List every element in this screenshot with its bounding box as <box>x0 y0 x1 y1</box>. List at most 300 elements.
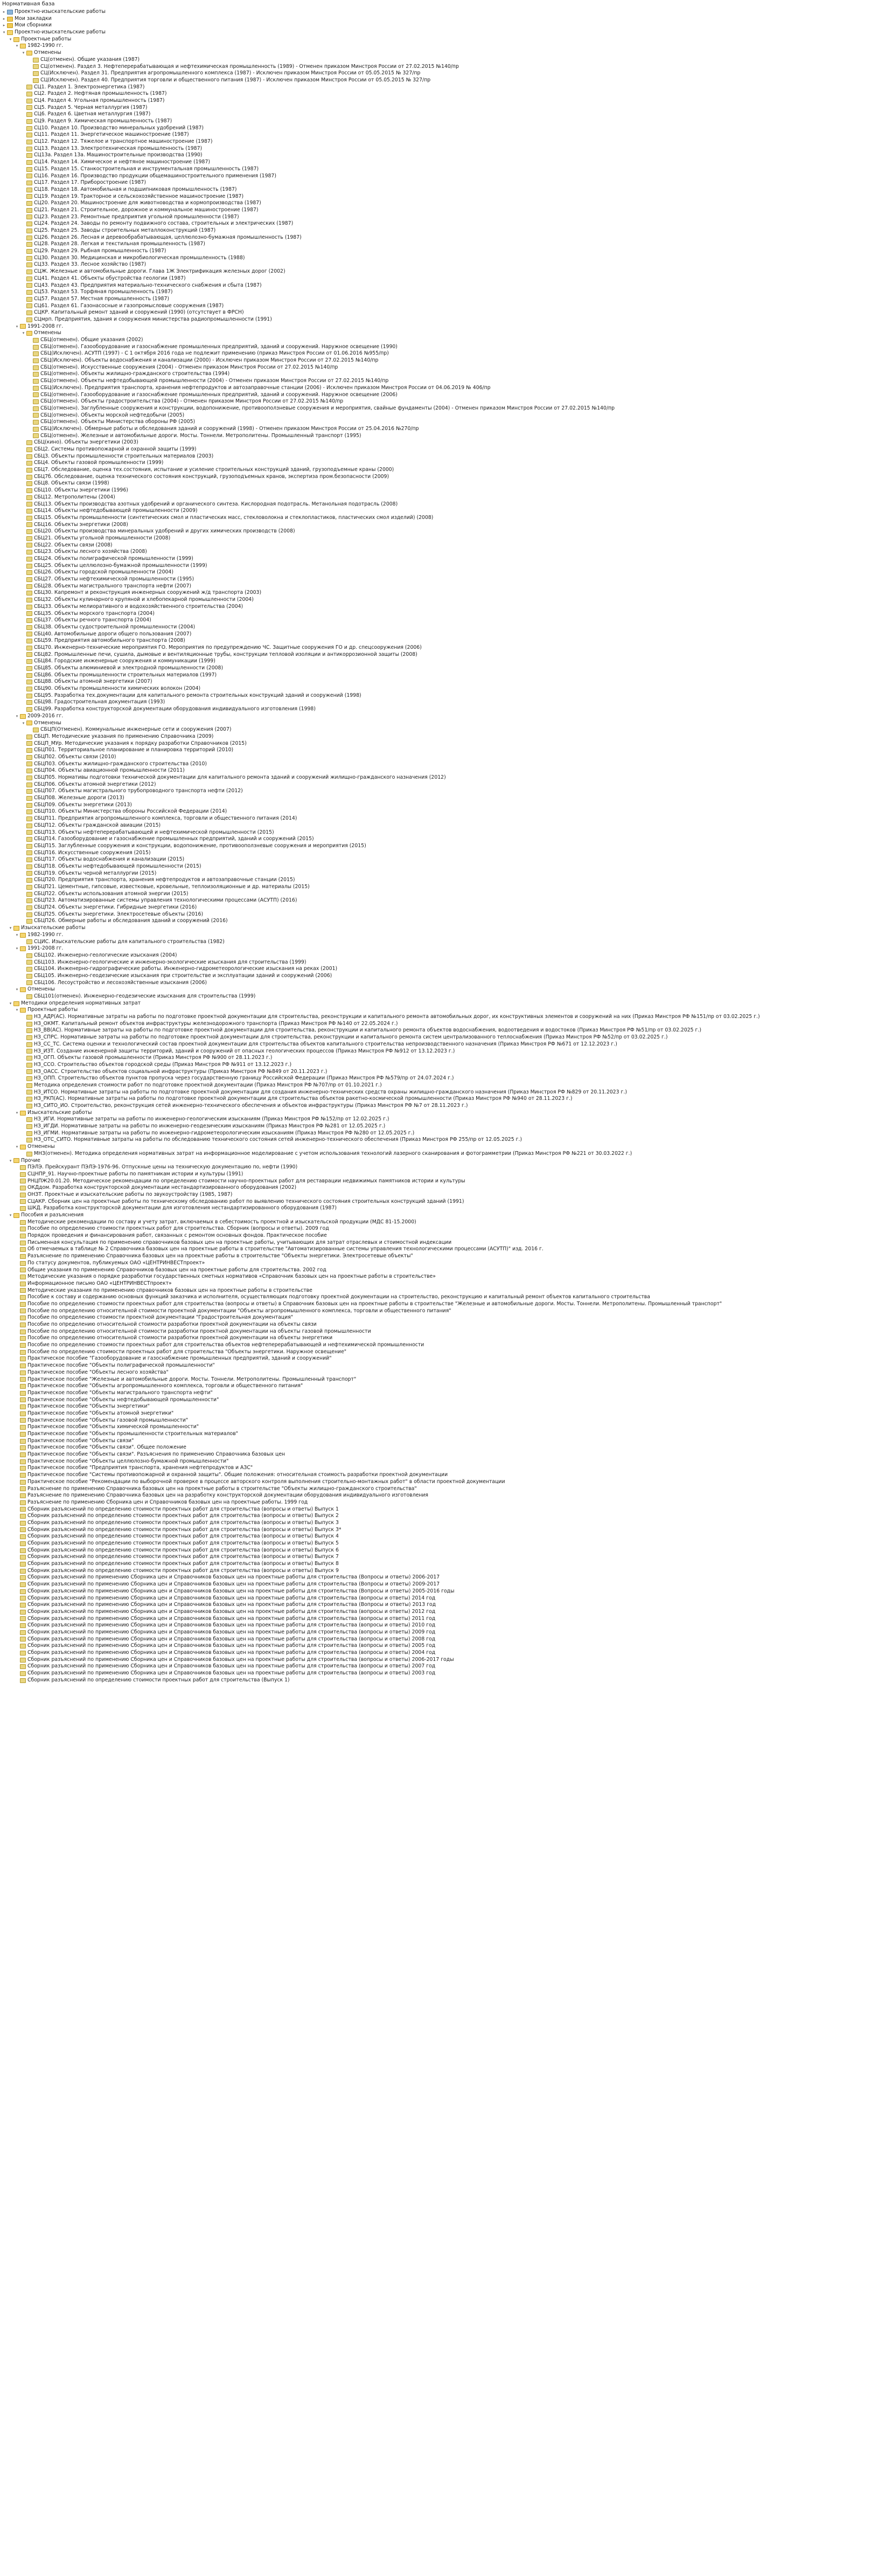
tree-item-document[interactable] <box>0 241 892 248</box>
tree-item-document[interactable] <box>0 1082 892 1089</box>
tree-item-document[interactable] <box>0 1622 892 1629</box>
tree-item-folder[interactable] <box>0 1110 892 1117</box>
expand-toggle-icon[interactable]: ▾ <box>3 30 5 35</box>
tree-item-document[interactable] <box>0 1171 892 1178</box>
tree-item-document[interactable] <box>0 1506 892 1513</box>
document-icon <box>26 126 32 131</box>
tree-item-document[interactable] <box>0 597 892 604</box>
tree-item-document[interactable] <box>0 166 892 173</box>
tree-item-document[interactable] <box>0 1574 892 1581</box>
document-tree[interactable] <box>0 9 892 1684</box>
tree-item-document[interactable] <box>0 1130 892 1137</box>
tree-item-document[interactable] <box>0 1192 892 1199</box>
tree-item-document[interactable] <box>0 193 892 200</box>
tree-item-document[interactable] <box>0 111 892 118</box>
tree-item-document[interactable] <box>0 159 892 166</box>
tree-item-document[interactable] <box>0 1527 892 1534</box>
tree-item-document[interactable] <box>0 1287 892 1294</box>
tree-item-document[interactable] <box>0 179 892 186</box>
tree-item-document[interactable] <box>0 1355 892 1362</box>
tree-item-document[interactable] <box>0 815 892 822</box>
tree-item-document[interactable] <box>0 1643 892 1650</box>
tree-item-document[interactable] <box>0 220 892 227</box>
tree-item-document[interactable] <box>0 1554 892 1561</box>
tree-item-document[interactable] <box>0 309 892 316</box>
tree-item-document[interactable] <box>0 1677 892 1684</box>
tree-item-document[interactable] <box>0 774 892 781</box>
document-icon <box>20 1275 26 1279</box>
tree-item-document[interactable] <box>0 761 892 768</box>
folder-icon <box>20 933 26 938</box>
tree-item-document[interactable] <box>0 1199 892 1206</box>
tree-item-label: 1982-1990 гг. <box>27 931 64 938</box>
tree-item-document[interactable] <box>0 829 892 836</box>
tree-item-document[interactable] <box>0 1438 892 1445</box>
tree-item-document[interactable] <box>0 255 892 262</box>
tree-item-document[interactable] <box>0 870 892 877</box>
tree-item-document[interactable] <box>0 911 892 918</box>
tree-item-document[interactable] <box>0 528 892 535</box>
document-icon <box>26 1022 32 1027</box>
tree-item-document[interactable] <box>0 706 892 713</box>
tree-item-document[interactable] <box>0 1034 892 1041</box>
tree-item-document[interactable] <box>0 1096 892 1103</box>
tree-item-document[interactable] <box>0 645 892 652</box>
tree-item-document[interactable] <box>0 1657 892 1664</box>
tree-item-document[interactable] <box>0 398 892 405</box>
tree-item-document[interactable] <box>0 1431 892 1438</box>
tree-item-document[interactable] <box>0 446 892 453</box>
tree-item-label: СБЦ98. Градостроительная документация (1993) <box>34 699 165 705</box>
expand-toggle-icon[interactable]: ▾ <box>9 926 12 931</box>
tree-item-document[interactable] <box>0 316 892 323</box>
tree-item-document[interactable] <box>0 1602 892 1609</box>
tree-item-document[interactable] <box>0 1205 892 1212</box>
tree-item-folder[interactable] <box>0 720 892 727</box>
tree-item-document[interactable] <box>0 802 892 809</box>
expand-toggle-icon[interactable]: ▾ <box>9 1158 12 1163</box>
tree-item-document[interactable] <box>0 1308 892 1315</box>
tree-item-document[interactable] <box>0 1595 892 1602</box>
tree-item-document[interactable] <box>0 1048 892 1055</box>
tree-item-document[interactable] <box>0 173 892 180</box>
tree-item-document[interactable] <box>0 658 892 665</box>
tree-item-document[interactable] <box>0 1246 892 1253</box>
tree-item-document[interactable] <box>0 604 892 611</box>
tree-item-document[interactable] <box>0 1670 892 1677</box>
document-icon <box>26 522 32 527</box>
tree-item-folder[interactable] <box>0 1158 892 1165</box>
tree-item-document[interactable] <box>0 877 892 884</box>
document-icon <box>26 303 32 308</box>
tree-item-document[interactable] <box>0 1376 892 1383</box>
tree-item-document[interactable] <box>0 1280 892 1287</box>
expand-toggle-icon[interactable]: ▾ <box>16 714 18 718</box>
tree-item-document[interactable] <box>0 1479 892 1486</box>
tree-item-document[interactable] <box>0 412 892 419</box>
tree-item-document[interactable] <box>0 1486 892 1493</box>
tree-item-document[interactable] <box>0 1267 892 1274</box>
tree-item-document[interactable] <box>0 1069 892 1076</box>
tree-item-document[interactable] <box>0 884 892 891</box>
tree-item-document[interactable] <box>0 1273 892 1280</box>
tree-item-document[interactable] <box>0 70 892 77</box>
tree-item-document[interactable] <box>0 1581 892 1588</box>
tree-item-document[interactable] <box>0 1349 892 1356</box>
expand-toggle-icon[interactable]: ▾ <box>16 324 18 329</box>
tree-item-document[interactable] <box>0 1417 892 1424</box>
tree-item-document[interactable] <box>0 576 892 583</box>
tree-item-document[interactable] <box>0 1164 892 1171</box>
tree-item-document[interactable] <box>0 64 892 71</box>
tree-item-document[interactable] <box>0 261 892 268</box>
expand-toggle-icon[interactable]: ▾ <box>16 946 18 951</box>
tree-item-document[interactable] <box>0 1397 892 1404</box>
tree-item-folder[interactable] <box>0 22 892 29</box>
tree-item-document[interactable] <box>0 248 892 255</box>
tree-item-folder[interactable] <box>0 323 892 330</box>
tree-item-document[interactable] <box>0 1116 892 1123</box>
tree-item-document[interactable] <box>0 665 892 672</box>
tree-item-document[interactable] <box>0 1041 892 1048</box>
collapse-toggle-icon[interactable]: ▸ <box>3 10 5 14</box>
tree-item-document[interactable] <box>0 405 892 412</box>
tree-item-label: СБЦП07. Объекты магистрального трубопроводного транспорта нефти (2012) <box>34 788 243 794</box>
tree-item-document[interactable] <box>0 767 892 774</box>
tree-item-document[interactable] <box>0 1403 892 1410</box>
collapse-toggle-icon[interactable]: ▸ <box>3 16 5 21</box>
tree-item-folder[interactable] <box>0 1144 892 1151</box>
tree-item-document[interactable] <box>0 1342 892 1349</box>
tree-item-folder[interactable] <box>0 986 892 993</box>
tree-item-document[interactable] <box>0 863 892 870</box>
tree-item-document[interactable] <box>0 993 892 1000</box>
tree-item-document[interactable] <box>0 98 892 105</box>
tree-item-document[interactable] <box>0 1451 892 1458</box>
tree-item-document[interactable] <box>0 275 892 282</box>
tree-item-document[interactable] <box>0 939 892 946</box>
tree-item-document[interactable] <box>0 740 892 747</box>
expand-toggle-icon[interactable]: ▾ <box>16 932 18 937</box>
tree-item-document[interactable] <box>0 1472 892 1479</box>
tree-item-document[interactable] <box>0 453 892 460</box>
tree-item-document[interactable] <box>0 1239 892 1247</box>
tree-item-folder[interactable] <box>0 713 892 720</box>
tree-item-document[interactable] <box>0 795 892 802</box>
tree-item-document[interactable] <box>0 487 892 494</box>
tree-item-document[interactable] <box>0 959 892 966</box>
tree-item-document[interactable] <box>0 480 892 487</box>
tree-item-document[interactable] <box>0 1629 892 1636</box>
tree-item-document[interactable] <box>0 474 892 481</box>
tree-item-document[interactable] <box>0 1328 892 1335</box>
tree-item-folder[interactable] <box>0 330 892 337</box>
tree-item-document[interactable] <box>0 289 892 296</box>
tree-item-document[interactable] <box>0 139 892 146</box>
tree-item-document[interactable] <box>0 808 892 815</box>
tree-item-document[interactable] <box>0 460 892 467</box>
tree-item-document[interactable] <box>0 494 892 501</box>
tree-item-document[interactable] <box>0 1137 892 1144</box>
tree-item-document[interactable] <box>0 1321 892 1328</box>
tree-item-document[interactable] <box>0 542 892 549</box>
tree-item-document[interactable] <box>0 268 892 275</box>
tree-item-document[interactable] <box>0 357 892 364</box>
tree-item-document[interactable] <box>0 1458 892 1465</box>
tree-item-document[interactable] <box>0 535 892 542</box>
tree-item-document[interactable] <box>0 822 892 829</box>
expand-toggle-icon[interactable]: ▾ <box>16 1008 18 1013</box>
document-icon <box>26 761 32 766</box>
tree-item-document[interactable] <box>0 1547 892 1554</box>
tree-item-folder[interactable] <box>0 1212 892 1219</box>
tree-item-document[interactable] <box>0 1232 892 1239</box>
tree-item-document[interactable] <box>0 1260 892 1267</box>
tree-item-document[interactable] <box>0 508 892 515</box>
tree-item-document[interactable] <box>0 234 892 241</box>
tree-item-document[interactable] <box>0 1499 892 1506</box>
expand-toggle-icon[interactable]: ▾ <box>22 51 25 56</box>
tree-item-document[interactable] <box>0 1465 892 1472</box>
tree-item-document[interactable] <box>0 672 892 679</box>
tree-item-document[interactable] <box>0 850 892 857</box>
tree-item-document[interactable] <box>0 1335 892 1342</box>
tree-item-document[interactable] <box>0 904 892 911</box>
tree-item-label: СБЦ2. Системы противопожарной и охранной защиты (1999) <box>34 446 197 452</box>
tree-item-document[interactable] <box>0 433 892 440</box>
tree-item-label: СБЦ25. Объекты целлюлозно-бумажной промышленности (1999) <box>34 562 207 569</box>
tree-item-folder[interactable] <box>0 50 892 57</box>
tree-item-document[interactable] <box>0 378 892 385</box>
tree-item-document[interactable] <box>0 611 892 618</box>
tree-item-folder[interactable] <box>0 16 892 23</box>
tree-item-document[interactable] <box>0 439 892 446</box>
expand-toggle-icon[interactable]: ▾ <box>9 37 12 41</box>
expand-toggle-icon[interactable]: ▾ <box>16 987 18 992</box>
tree-item-folder[interactable] <box>0 29 892 36</box>
document-icon <box>26 783 32 787</box>
tree-item-document[interactable] <box>0 214 892 221</box>
tree-item-document[interactable] <box>0 515 892 522</box>
tree-item-document[interactable] <box>0 843 892 850</box>
collapse-toggle-icon[interactable]: ▸ <box>3 23 5 28</box>
tree-item-document[interactable] <box>0 856 892 863</box>
tree-item-document[interactable] <box>0 1561 892 1568</box>
tree-item-document[interactable] <box>0 1383 892 1390</box>
tree-item-document[interactable] <box>0 1219 892 1226</box>
tree-item-document[interactable] <box>0 91 892 98</box>
tree-item-document[interactable] <box>0 918 892 925</box>
tree-item-folder[interactable] <box>0 9 892 16</box>
tree-item-document[interactable] <box>0 1424 892 1431</box>
document-icon <box>26 269 32 274</box>
tree-item-document[interactable] <box>0 836 892 843</box>
tree-item-document[interactable] <box>0 1513 892 1520</box>
tree-item-document[interactable] <box>0 685 892 693</box>
tree-item-document[interactable] <box>0 693 892 700</box>
tree-item-document[interactable] <box>0 747 892 754</box>
tree-item-document[interactable] <box>0 952 892 959</box>
tree-item-document[interactable] <box>0 1185 892 1192</box>
tree-item-document[interactable] <box>0 1123 892 1130</box>
tree-item-document[interactable] <box>0 788 892 795</box>
tree-item-document[interactable] <box>0 1663 892 1670</box>
tree-item-document[interactable] <box>0 419 892 426</box>
tree-item-document[interactable] <box>0 1390 892 1397</box>
document-icon <box>26 967 32 972</box>
document-icon <box>26 809 32 814</box>
tree-item-label: Разъяснение по применению Справочника базовых цен на проектные работы в строительстве "Объекты энергетики. Электросетевые объекты" <box>27 1253 413 1259</box>
tree-item-document[interactable] <box>0 371 892 378</box>
tree-item-document[interactable] <box>0 549 892 556</box>
tree-item-label: СБЦ85. Объекты алюминиевой и электродной промышленности (2008) <box>34 665 224 671</box>
tree-item-label: СЦ13. Раздел 13. Электротехническая промышленность (1987) <box>34 145 203 151</box>
tree-item-document[interactable] <box>0 344 892 351</box>
document-icon <box>26 898 32 903</box>
tree-item-document[interactable] <box>0 891 892 898</box>
tree-item-document[interactable] <box>0 1609 892 1616</box>
tree-item-document[interactable] <box>0 590 892 597</box>
tree-item-document[interactable] <box>0 118 892 125</box>
tree-item-document[interactable] <box>0 385 892 392</box>
tree-item-document[interactable] <box>0 1301 892 1308</box>
tree-item-document[interactable] <box>0 1055 892 1062</box>
tree-item-document[interactable] <box>0 624 892 631</box>
tree-item-document[interactable] <box>0 1568 892 1575</box>
tree-item-folder[interactable] <box>0 925 892 932</box>
tree-item-folder[interactable] <box>0 932 892 939</box>
tree-item-document[interactable] <box>0 638 892 645</box>
tree-item-document[interactable] <box>0 303 892 310</box>
tree-item-document[interactable] <box>0 77 892 84</box>
expand-toggle-icon[interactable]: ▾ <box>9 1213 12 1217</box>
tree-item-document[interactable] <box>0 207 892 214</box>
tree-item-folder[interactable] <box>0 1007 892 1014</box>
tree-item-document[interactable] <box>0 186 892 193</box>
tree-item-document[interactable] <box>0 1103 892 1110</box>
tree-item-document[interactable] <box>0 125 892 132</box>
tree-item-document[interactable] <box>0 1021 892 1028</box>
tree-item-document[interactable] <box>0 200 892 207</box>
expand-toggle-icon[interactable]: ▾ <box>16 1145 18 1149</box>
tree-item-document[interactable] <box>0 556 892 563</box>
tree-item-document[interactable] <box>0 754 892 761</box>
tree-item-document[interactable] <box>0 392 892 399</box>
tree-item-document[interactable] <box>0 652 892 659</box>
tree-item-document[interactable] <box>0 1520 892 1527</box>
tree-item-document[interactable] <box>0 501 892 508</box>
expand-toggle-icon[interactable]: ▾ <box>9 1001 12 1006</box>
tree-item-label: Пособие по определению относительной стоимости проектной документации "Объекты агропромышленного комплекса, торговли и общественного питания" <box>27 1307 451 1314</box>
tree-item-folder[interactable] <box>0 945 892 952</box>
tree-item-document[interactable] <box>0 467 892 474</box>
tree-item-document[interactable] <box>0 282 892 289</box>
tree-item-document[interactable] <box>0 897 892 904</box>
tree-item-document[interactable] <box>0 105 892 112</box>
document-icon <box>26 892 32 897</box>
expand-toggle-icon[interactable]: ▾ <box>22 721 25 725</box>
tree-item-document[interactable] <box>0 617 892 624</box>
tree-item-document[interactable] <box>0 1062 892 1069</box>
tree-item-document[interactable] <box>0 966 892 973</box>
tree-item-document[interactable] <box>0 1294 892 1301</box>
tree-item-document[interactable] <box>0 678 892 685</box>
tree-item-document[interactable] <box>0 1225 892 1232</box>
tree-item-document[interactable] <box>0 57 892 64</box>
tree-item-document[interactable] <box>0 1089 892 1096</box>
expand-toggle-icon[interactable]: ▾ <box>16 44 18 49</box>
tree-item-document[interactable] <box>0 84 892 91</box>
document-icon <box>26 1083 32 1088</box>
tree-item-document[interactable] <box>0 1075 892 1082</box>
tree-item-label: СБЦП_МУр. Методические указания к порядку разработки Справочников (2015) <box>34 740 247 746</box>
tree-item-document[interactable] <box>0 1178 892 1185</box>
tree-item-label: СЦ14. Раздел 14. Химическое и нефтяное машиностроение (1987) <box>34 159 211 165</box>
folder-icon <box>20 714 26 719</box>
tree-item-label: НЗ_ИГДИ. Нормативные затраты на работы по инженерно-геодезическим изысканиям (Приказ Минстроя РФ №281 от 12.05.2025 г.) <box>34 1123 386 1130</box>
tree-item-document[interactable] <box>0 1362 892 1369</box>
tree-item-document[interactable] <box>0 152 892 159</box>
tree-item-document[interactable] <box>0 1540 892 1547</box>
expand-toggle-icon[interactable]: ▾ <box>16 1110 18 1115</box>
tree-item-document[interactable] <box>0 1650 892 1657</box>
tree-item-label: СБЦП16. Искусственные сооружения (2015) <box>34 849 151 856</box>
tree-item-document[interactable] <box>0 296 892 303</box>
tree-item-document[interactable] <box>0 781 892 788</box>
tree-item-document[interactable] <box>0 1369 892 1376</box>
tree-item-folder[interactable] <box>0 1000 892 1007</box>
document-icon <box>26 249 32 254</box>
tree-item-label: СЦНПР_91. Научно-проектные работы по памятникам истории и культуры (1991) <box>27 1171 243 1177</box>
tree-item-document[interactable] <box>0 1636 892 1643</box>
tree-item-document[interactable] <box>0 699 892 706</box>
tree-item-folder[interactable] <box>0 43 892 50</box>
tree-item-document[interactable] <box>0 1253 892 1260</box>
tree-item-label: СБЦ26. Объекты городской промышленности (2004) <box>34 569 173 576</box>
document-icon <box>26 297 32 302</box>
expand-toggle-icon[interactable]: ▾ <box>22 331 25 336</box>
tree-item-folder[interactable] <box>0 36 892 43</box>
tree-item-document[interactable] <box>0 1444 892 1451</box>
tree-item-document[interactable] <box>0 1533 892 1540</box>
tree-item-document[interactable] <box>0 631 892 638</box>
tree-item-document[interactable] <box>0 1027 892 1034</box>
tree-item-document[interactable] <box>0 337 892 344</box>
tree-item-document[interactable] <box>0 1151 892 1158</box>
tree-item-document[interactable] <box>0 1492 892 1499</box>
tree-item-document[interactable] <box>0 227 892 234</box>
tree-item-document[interactable] <box>0 1314 892 1321</box>
tree-item-document[interactable] <box>0 583 892 590</box>
tree-item-document[interactable] <box>0 733 892 740</box>
tree-item-document[interactable] <box>0 364 892 371</box>
tree-item-document[interactable] <box>0 146 892 153</box>
tree-item-document[interactable] <box>0 350 892 357</box>
tree-item-document[interactable] <box>0 973 892 980</box>
tree-item-document[interactable] <box>0 726 892 733</box>
tree-item-document[interactable] <box>0 1410 892 1417</box>
tree-item-document[interactable] <box>0 1588 892 1595</box>
tree-item-document[interactable] <box>0 980 892 987</box>
tree-item-document[interactable] <box>0 522 892 529</box>
tree-item-document[interactable] <box>0 131 892 139</box>
tree-item-label: СБЦП18. Объекты нефтедобывающей промышленности (2015) <box>34 863 201 869</box>
tree-item-document[interactable] <box>0 1616 892 1623</box>
tree-item-document[interactable] <box>0 569 892 576</box>
tree-item-document[interactable] <box>0 563 892 570</box>
tree-item-document[interactable] <box>0 426 892 433</box>
tree-item-document[interactable] <box>0 1014 892 1021</box>
